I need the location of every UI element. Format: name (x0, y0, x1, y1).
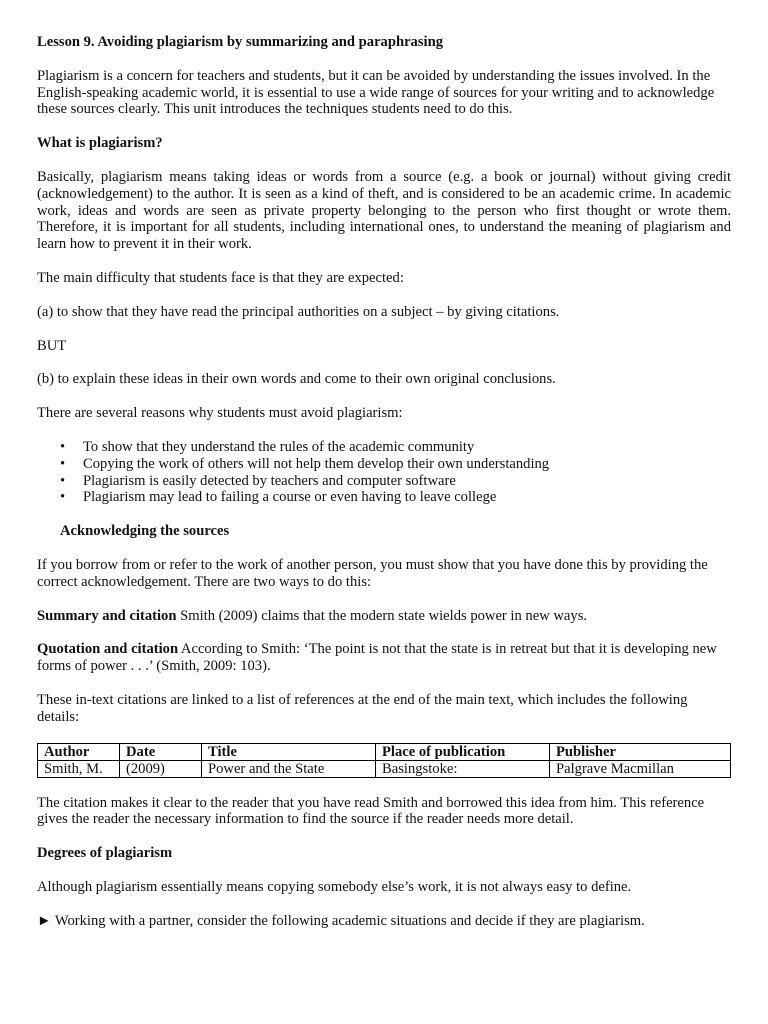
document-page (37, 34, 731, 947)
quotation-citation-example (37, 641, 731, 675)
summary-citation-example (37, 608, 731, 625)
acknowledging-sources-heading: Acknowledging the sources (60, 523, 230, 540)
cell-author: Smith, M. (38, 760, 120, 777)
what-is-plagiarism-heading: What is plagiarism? (37, 135, 163, 152)
intro-paragraph: Plagiarism is a concern for teachers and students, but it can be avoided by understanding the issues involved. In the English-speaking academic world, it is essential to use a wide range of sources for your writing and to acknowledge these sources clearly. This unit introduces the techniques students need to do this. (37, 67, 715, 118)
task-text: Working with a partner, consider the following academic situations and decide if they are plagiarism. (51, 912, 645, 929)
difficulty-paragraph: The main difficulty that students face is that they are expected: (37, 269, 404, 286)
list-item: • Plagiarism is easily detected by teachers and computer software (60, 472, 456, 489)
but-text: BUT (37, 337, 67, 354)
cell-title: Power and the State (202, 760, 376, 777)
header-title: Title (202, 743, 376, 760)
cell-place: Basingstoke: (376, 760, 550, 777)
arrow-icon: ► (37, 912, 52, 929)
citation-explanation: The citation makes it clear to the reader that you have read Smith and borrowed this idea from him. This reference gives the reader the necessary information to find the source if the reader needs more detail. (37, 794, 705, 828)
bullet-icon: • (60, 472, 66, 489)
summary-label: Summary and citation (37, 607, 177, 624)
point-b: (b) to explain these ideas in their own words and come to their own original conclusions. (37, 371, 556, 388)
cell-publisher: Palgrave Macmillan (550, 760, 731, 777)
degrees-paragraph: Although plagiarism essentially means copying somebody else’s work, it is not always easy to define. (37, 878, 632, 895)
task-instruction (37, 913, 731, 930)
reference-table (37, 743, 731, 778)
bullet-icon: • (60, 489, 66, 506)
point-a: (a) to show that they have read the principal authorities on a subject – by giving citations. (37, 303, 560, 320)
table-header-row (38, 743, 731, 760)
definition-paragraph: Basically, plagiarism means taking ideas or words from a source (e.g. a book or journal) without giving credit (acknowledgement) to the author. It is seen as a kind of theft, and is considered to be an academic crime. In academic work, ideas and words are seen as private property belonging to the person who first thought or wrote them. Therefore, it is important for all students, including international ones, to understand the meaning of plagiarism and learn how to prevent it in their work. (37, 168, 731, 253)
summary-text: Smith (2009) claims that the modern state wields power in new ways. (176, 607, 588, 624)
table-row (38, 760, 731, 777)
degrees-heading: Degrees of plagiarism (37, 845, 173, 862)
lesson-title: Lesson 9. Avoiding plagiarism by summarizing and paraphrasing (37, 34, 444, 50)
cell-date: (2009) (120, 760, 202, 777)
list-item: • Plagiarism may lead to failing a course or even having to leave college (60, 489, 497, 506)
bullet-icon: • (60, 455, 66, 472)
list-item: • Copying the work of others will not help them develop their own understanding (60, 455, 550, 472)
quotation-text: According to Smith: ‘The point is not that the state is in retreat but that it is developing new forms of power . . .’ (Smith, 2009: 103). (37, 641, 717, 675)
header-place: Place of publication (376, 743, 550, 760)
bullet-icon: • (60, 438, 66, 455)
citations-intro: These in-text citations are linked to a list of references at the end of the main text, which includes the following details: (37, 691, 688, 725)
reasons-list (37, 439, 731, 506)
acknowledging-paragraph: If you borrow from or refer to the work of another person, you must show that you have done this by providing the correct acknowledgement. There are two ways to do this: (37, 556, 708, 590)
header-author: Author (38, 743, 120, 760)
header-date: Date (120, 743, 202, 760)
header-publisher: Publisher (550, 743, 731, 760)
reasons-intro: There are several reasons why students must avoid plagiarism: (37, 405, 403, 422)
quotation-label: Quotation and citation (37, 641, 179, 658)
list-item: • To show that they understand the rules of the academic community (60, 438, 475, 455)
